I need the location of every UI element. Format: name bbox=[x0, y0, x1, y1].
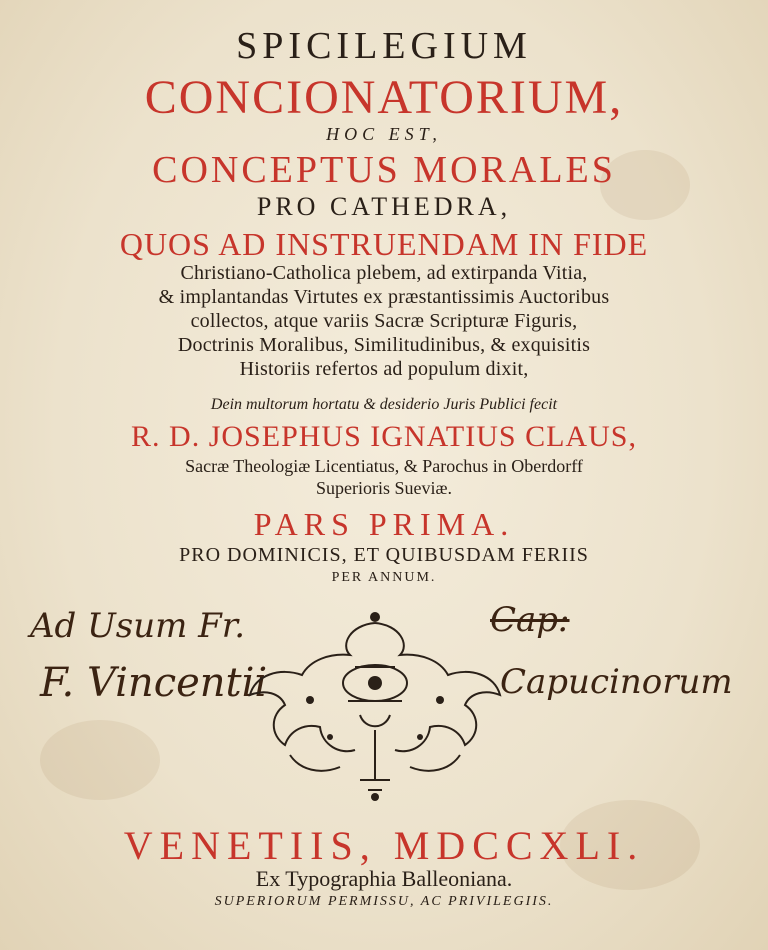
title-line-2: CONCIONATORIUM, bbox=[144, 71, 624, 124]
body-line: collectos, atque variis Sacræ Scripturæ Figuris, bbox=[190, 310, 578, 332]
title-line-5: PRO CATHEDRA, bbox=[256, 192, 512, 221]
author-name: R. D. JOSEPHUS IGNATIUS CLAUS, bbox=[131, 420, 637, 453]
part-title: PARS PRIMA. bbox=[253, 506, 515, 542]
imprint-permission: SUPERIORUM PERMISSU, AC PRIVILEGIIS. bbox=[214, 894, 554, 909]
dedication-line: Dein multorum hortatu & desiderio Juris Publici fecit bbox=[210, 396, 558, 413]
imprint-printer: Ex Typographia Balleoniana. bbox=[255, 866, 513, 891]
imprint-place-date: VENETIIS, MDCCXLI. bbox=[123, 823, 645, 868]
author-title-line-1: Sacræ Theologiæ Licentiatus, & Parochus in Oberdorff bbox=[185, 456, 583, 476]
title-line-6: QUOS AD INSTRUENDAM IN FIDE bbox=[119, 226, 649, 262]
inscription-right-top: Cap: bbox=[490, 600, 570, 640]
title-line-1: SPICILEGIUM bbox=[236, 25, 532, 67]
part-subtitle-1: PRO DOMINICIS, ET QUIBUSDAM FERIIS bbox=[179, 544, 589, 566]
part-subtitle-2: PER ANNUM. bbox=[331, 570, 437, 585]
inscription-right-bottom: Capucinorum bbox=[500, 662, 733, 702]
body-line: Christiano-Catholica plebem, ad extirpanda Vitia, bbox=[180, 262, 588, 284]
paper-stain bbox=[40, 720, 160, 800]
title-line-3: HOC EST, bbox=[326, 124, 442, 144]
author-title-line-2: Superioris Sueviæ. bbox=[315, 478, 452, 498]
title-line-4: CONCEPTUS MORALES bbox=[152, 149, 616, 191]
inscription-left-top: Ad Usum Fr. bbox=[30, 606, 246, 646]
body-line: & implantandas Virtutes ex præstantissimis Auctoribus bbox=[158, 286, 610, 308]
body-line: Historiis refertos ad populum dixit, bbox=[239, 358, 529, 380]
body-line: Doctrinis Moralibus, Similitudinibus, & exquisitis bbox=[177, 334, 591, 356]
printer-ornament bbox=[230, 605, 520, 805]
inscription-left-bottom: F. Vincentii bbox=[40, 660, 268, 706]
